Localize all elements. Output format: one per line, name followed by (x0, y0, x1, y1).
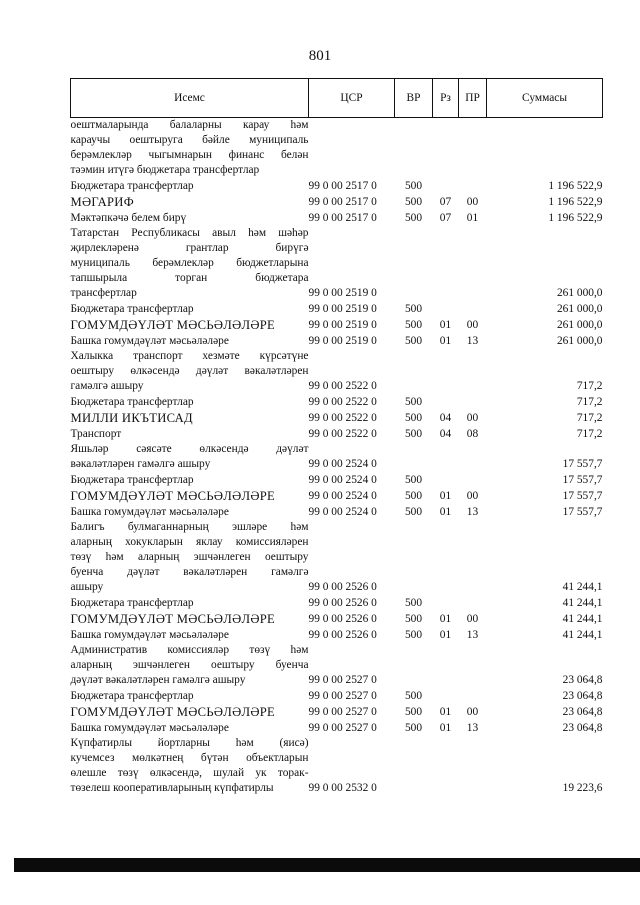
row-name-line: аларның хокукларын яклау комиссияләрен (70, 536, 309, 548)
row-csr: 99 0 00 2527 0 (308, 722, 377, 734)
row-pr: 00 (466, 706, 479, 718)
row-csr: 99 0 00 2527 0 (308, 674, 377, 686)
row-name-line: Татарстан Республикасы авыл һәм шәһәр (70, 227, 309, 239)
row-name-line: Бюджетара трансфертлар (70, 396, 194, 408)
row-sum: 717,2 (576, 428, 603, 440)
row-vr: 500 (404, 706, 423, 718)
row-csr: 99 0 00 2517 0 (308, 180, 377, 192)
row-csr: 99 0 00 2519 0 (308, 335, 377, 347)
row-pr (459, 595, 487, 611)
row-pr (459, 520, 487, 595)
row-csr: 99 0 00 2524 0 (308, 458, 377, 470)
table-row (71, 688, 603, 704)
row-sum: 717,2 (576, 380, 603, 392)
row-sum: 23 064,8 (562, 706, 603, 718)
row-name (71, 472, 309, 488)
row-sum: 41 244,1 (562, 629, 603, 641)
row-name-line: Бюджетара трансфертлар (70, 690, 194, 702)
row-name-line: төзү һәм аларның эшчәнлеген оештыру (70, 551, 309, 563)
row-name-line: ГОМУМДӘҮЛӘТ МӘСЬӘЛӘЛӘРЕ (70, 489, 276, 503)
row-pr (459, 226, 487, 301)
row-name-line: МИЛЛИ ИКЪТИСАД (70, 411, 193, 425)
row-rz: 01 (439, 335, 452, 347)
row-name (71, 226, 309, 301)
table-row (71, 426, 603, 442)
row-name-line: Башка гомумдәүләт мәсьәләләре (70, 335, 229, 347)
row-vr: 500 (404, 722, 423, 734)
budget-table (70, 78, 603, 796)
row-pr (459, 442, 487, 472)
row-sum: 717,2 (576, 412, 603, 424)
row-rz (433, 520, 459, 595)
row-csr: 99 0 00 2526 0 (308, 581, 377, 593)
row-rz (433, 118, 459, 179)
row-name-line: ГОМУМДӘҮЛӘТ МӘСЬӘЛӘЛӘРЕ (70, 612, 276, 626)
row-vr: 500 (404, 506, 423, 518)
row-name (71, 704, 309, 720)
row-name (71, 643, 309, 688)
row-pr: 01 (466, 212, 479, 224)
row-csr: 99 0 00 2524 0 (308, 506, 377, 518)
row-vr (395, 520, 433, 595)
table-row (71, 194, 603, 210)
row-sum: 19 223,6 (562, 782, 603, 794)
row-name-line: кучемсез мөлкәтнең бүтән объектларын (70, 752, 309, 764)
table-row (71, 736, 603, 796)
row-name-line: Башка гомумдәүләт мәсьәләләре (70, 722, 229, 734)
row-csr: 99 0 00 2532 0 (308, 782, 377, 794)
row-sum (487, 118, 603, 179)
row-name (71, 333, 309, 349)
row-name (71, 349, 309, 394)
row-pr: 08 (466, 428, 479, 440)
row-rz (433, 226, 459, 301)
row-sum: 261 000,0 (556, 335, 603, 347)
row-csr (309, 118, 395, 179)
row-name (71, 210, 309, 226)
table-row (71, 349, 603, 394)
row-sum: 261 000,0 (556, 287, 603, 299)
row-csr: 99 0 00 2522 0 (308, 428, 377, 440)
row-pr: 00 (466, 412, 479, 424)
page-margin (0, 872, 640, 905)
row-name-line: Бюджетара трансфертлар (70, 597, 194, 609)
table-row (71, 627, 603, 643)
row-name (71, 426, 309, 442)
header-pr: ПР (459, 79, 487, 118)
table-row (71, 394, 603, 410)
row-csr: 99 0 00 2526 0 (308, 629, 377, 641)
row-vr (395, 226, 433, 301)
row-name-line: гамәлгә ашыру (70, 380, 144, 392)
table-row (71, 704, 603, 720)
table-row (71, 333, 603, 349)
row-name (71, 410, 309, 426)
row-sum: 717,2 (576, 396, 603, 408)
row-name-line: Балигъ булмаганнарның эшләре һәм (70, 521, 309, 533)
row-name-line: ГОМУМДӘҮЛӘТ МӘСЬӘЛӘЛӘРЕ (70, 705, 276, 719)
row-name-line: трансфертлар (70, 287, 137, 299)
table-row (71, 488, 603, 504)
table-header (71, 79, 603, 118)
row-name-line: Бюджетара трансфертлар (70, 180, 194, 192)
row-sum: 261 000,0 (556, 319, 603, 331)
table-row (71, 595, 603, 611)
row-pr (459, 394, 487, 410)
row-vr: 500 (404, 428, 423, 440)
row-csr: 99 0 00 2524 0 (308, 474, 377, 486)
row-rz: 04 (439, 412, 452, 424)
row-rz: 01 (439, 722, 452, 734)
table-row (71, 226, 603, 301)
row-name-line: төзелеш кооперативларының күпфатирлы (70, 782, 274, 794)
row-name-line: Бюджетара трансфертлар (70, 303, 194, 315)
row-name (71, 611, 309, 627)
row-vr: 500 (404, 303, 423, 315)
row-vr (395, 442, 433, 472)
row-name-line: берәмлекләр чыгымнарын финанс белән (70, 149, 309, 161)
row-name (71, 504, 309, 520)
row-pr: 13 (466, 506, 479, 518)
row-sum: 23 064,8 (562, 722, 603, 734)
row-name-line: тәэмин итүгә бюджетара трансфертлар (70, 164, 260, 176)
row-rz (433, 595, 459, 611)
row-name-line: өлешле төзү өлкәсендә, шулай ук торак- (70, 767, 309, 779)
row-pr (459, 472, 487, 488)
row-rz (433, 688, 459, 704)
row-name-line: Күпфатирлы йортларны һәм (яисә) (70, 737, 309, 749)
row-csr: 99 0 00 2527 0 (308, 706, 377, 718)
row-rz: 07 (439, 196, 452, 208)
table-body (71, 118, 603, 797)
row-rz (433, 472, 459, 488)
row-pr: 00 (466, 613, 479, 625)
row-name (71, 520, 309, 595)
row-sum: 1 196 522,9 (548, 196, 603, 208)
row-sum: 261 000,0 (556, 303, 603, 315)
header-rz: Рз (433, 79, 459, 118)
page-number: 801 (308, 48, 332, 64)
row-pr (459, 118, 487, 179)
header-sum: Суммасы (487, 79, 603, 118)
row-vr: 500 (404, 396, 423, 408)
row-name (71, 442, 309, 472)
row-vr: 500 (404, 613, 423, 625)
row-name (71, 317, 309, 333)
row-rz (433, 736, 459, 796)
row-vr (395, 643, 433, 688)
row-vr (395, 118, 433, 179)
row-name-line: оештмаларында балаларны карау һәм (70, 119, 309, 131)
row-name-line: Халыкка транспорт хезмәте күрсәтүне (70, 350, 309, 362)
row-csr: 99 0 00 2527 0 (308, 690, 377, 702)
row-name-line: җирлекләренә грантлар бирүгә (70, 242, 309, 254)
row-name-line: Мәктәпкәчә белем бирү (70, 212, 187, 224)
row-rz (433, 178, 459, 194)
row-csr: 99 0 00 2524 0 (308, 490, 377, 502)
row-vr: 500 (404, 474, 423, 486)
table-row (71, 410, 603, 426)
row-sum: 17 557,7 (562, 490, 603, 502)
row-name (71, 194, 309, 210)
table-row (71, 301, 603, 317)
table-row (71, 504, 603, 520)
row-vr: 500 (404, 335, 423, 347)
row-name-line: аларның эшчәнлеген оештыру буенча (70, 659, 309, 671)
row-csr: 99 0 00 2519 0 (308, 303, 377, 315)
row-csr: 99 0 00 2526 0 (308, 597, 377, 609)
row-csr: 99 0 00 2522 0 (308, 412, 377, 424)
table-row (71, 643, 603, 688)
row-sum: 17 557,7 (562, 458, 603, 470)
row-csr: 99 0 00 2522 0 (308, 396, 377, 408)
row-pr: 00 (466, 196, 479, 208)
row-csr: 99 0 00 2519 0 (308, 287, 377, 299)
row-rz: 01 (439, 506, 452, 518)
row-vr: 500 (404, 490, 423, 502)
row-sum: 17 557,7 (562, 474, 603, 486)
row-sum: 1 196 522,9 (548, 180, 603, 192)
row-name-line: караучы оештыруга бәйле муниципаль (70, 134, 309, 146)
row-pr: 13 (466, 335, 479, 347)
table-row (71, 118, 603, 179)
table-row (71, 210, 603, 226)
row-name (71, 720, 309, 736)
row-name (71, 627, 309, 643)
table-row (71, 720, 603, 736)
row-name-line: тапшырыла торган бюджетара (70, 272, 309, 284)
row-name (71, 394, 309, 410)
row-vr: 500 (404, 319, 423, 331)
row-name-line: ГОМУМДӘҮЛӘТ МӘСЬӘЛӘЛӘРЕ (70, 318, 276, 332)
row-sum: 23 064,8 (562, 674, 603, 686)
row-vr (395, 349, 433, 394)
row-csr: 99 0 00 2522 0 (308, 380, 377, 392)
row-pr: 13 (466, 722, 479, 734)
row-rz: 01 (439, 490, 452, 502)
table-row (71, 317, 603, 333)
row-rz (433, 349, 459, 394)
row-vr: 500 (404, 597, 423, 609)
table-row (71, 472, 603, 488)
row-pr (459, 736, 487, 796)
row-rz (433, 301, 459, 317)
row-pr (459, 301, 487, 317)
row-rz: 01 (439, 629, 452, 641)
row-pr: 00 (466, 490, 479, 502)
row-vr: 500 (404, 180, 423, 192)
row-rz (433, 442, 459, 472)
row-name-line: Транспорт (70, 428, 122, 440)
row-pr: 00 (466, 319, 479, 331)
row-sum: 1 196 522,9 (548, 212, 603, 224)
row-vr: 500 (404, 690, 423, 702)
row-vr: 500 (404, 629, 423, 641)
header-vr: ВР (395, 79, 433, 118)
row-name-line: вәкаләтләрен гамәлгә ашыру (70, 458, 211, 470)
row-name-line: Башка гомумдәүләт мәсьәләләре (70, 506, 229, 518)
row-pr: 13 (466, 629, 479, 641)
row-sum: 41 244,1 (562, 597, 603, 609)
row-name (71, 118, 309, 179)
table-row (71, 520, 603, 595)
row-name-line: оештыру өлкәсендә дәүләт вәкаләтләрен (70, 365, 309, 377)
row-name-line: муниципаль берәмлекләр бюджетларына (70, 257, 309, 269)
row-rz: 01 (439, 613, 452, 625)
row-vr (395, 736, 433, 796)
row-pr (459, 688, 487, 704)
row-sum: 41 244,1 (562, 613, 603, 625)
row-csr: 99 0 00 2526 0 (308, 613, 377, 625)
row-name (71, 736, 309, 796)
row-name (71, 688, 309, 704)
row-pr (459, 643, 487, 688)
row-name-line: Бюджетара трансфертлар (70, 474, 194, 486)
row-name-line: Башка гомумдәүләт мәсьәләләре (70, 629, 229, 641)
row-rz: 07 (439, 212, 452, 224)
row-name (71, 178, 309, 194)
table-row (71, 178, 603, 194)
row-csr: 99 0 00 2517 0 (308, 196, 377, 208)
row-pr (459, 178, 487, 194)
row-sum: 23 064,8 (562, 690, 603, 702)
row-name (71, 301, 309, 317)
row-rz (433, 643, 459, 688)
row-rz (433, 394, 459, 410)
row-rz: 01 (439, 319, 452, 331)
row-name (71, 595, 309, 611)
table-row (71, 442, 603, 472)
row-name-line: буенча дәүләт вәкаләтләрен гамәлгә (70, 566, 309, 578)
row-name-line: ашыру (70, 581, 104, 593)
row-name (71, 488, 309, 504)
table-row (71, 611, 603, 627)
row-sum: 41 244,1 (562, 581, 603, 593)
row-sum: 17 557,7 (562, 506, 603, 518)
row-name-line: Административ комиссияләр төзү һәм (70, 644, 309, 656)
scan-edge-bar (14, 858, 640, 872)
row-csr: 99 0 00 2517 0 (308, 212, 377, 224)
row-vr: 500 (404, 196, 423, 208)
row-name-line: Яшьләр сәясәте өлкәсендә дәүләт (70, 443, 309, 455)
row-rz: 04 (439, 428, 452, 440)
row-vr: 500 (404, 212, 423, 224)
row-rz: 01 (439, 706, 452, 718)
header-name: Исемс (71, 79, 309, 118)
header-csr: ЦСР (309, 79, 395, 118)
row-vr: 500 (404, 412, 423, 424)
row-csr: 99 0 00 2519 0 (308, 319, 377, 331)
row-name-line: дәүләт вәкаләтләрен гамәлгә ашыру (70, 674, 246, 686)
row-pr (459, 349, 487, 394)
row-name-line: МӘГАРИФ (70, 195, 134, 209)
